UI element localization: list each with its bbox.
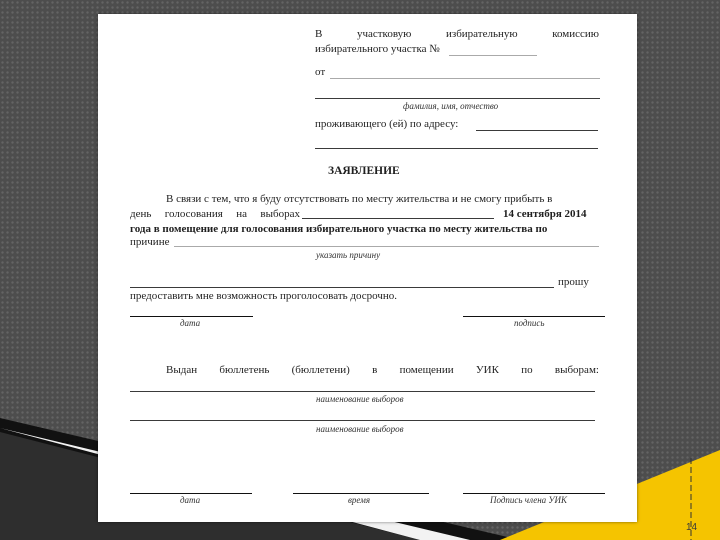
slide-number: 14: [686, 522, 698, 533]
signature-caption: подпись: [514, 318, 545, 328]
body-line-3: года в помещение для голосования избирательного участка по месту жительства по: [130, 223, 548, 235]
header-word: В: [315, 28, 323, 40]
issued-line: [166, 364, 599, 377]
header-line-1: [315, 28, 599, 41]
header-word: избирательную: [445, 28, 518, 40]
election-name-caption-2: наименование выборов: [316, 424, 404, 434]
from-line: [330, 78, 600, 79]
body-word: голосования: [164, 208, 223, 220]
election-name-line-2: [130, 420, 595, 421]
ask-word: прошу: [558, 276, 589, 288]
address-label: проживающего (ей) по адресу:: [315, 118, 459, 130]
body-line-4: причине: [130, 236, 170, 248]
election-date: 14 сентября 2014: [503, 208, 587, 220]
body-line-2: [130, 208, 300, 221]
reason-caption: указать причину: [316, 250, 381, 260]
body-line-6: предоставить мне возможность проголосовать досрочно.: [130, 290, 398, 302]
issued-word: по: [521, 364, 533, 376]
reason-line-2: [130, 287, 554, 288]
member-signature-caption: Подпись члена УИК: [490, 495, 567, 505]
body-word: выборах: [260, 208, 300, 220]
election-name-line-1: [130, 391, 595, 392]
body-line-1: В связи с тем, что я буду отсутствовать по месту жительства и не смогу прибыть в: [166, 193, 553, 205]
issued-word: Выдан: [166, 364, 198, 376]
from-label: от: [315, 66, 326, 78]
fio-caption: фамилия, имя, отчество: [403, 101, 499, 111]
issued-word: УИК: [475, 364, 499, 376]
body-word: на: [236, 208, 247, 220]
signature-line: [463, 316, 605, 317]
election-blank-line: [302, 218, 494, 219]
fio-line: [315, 98, 600, 99]
header-word: комиссию: [552, 28, 599, 40]
issued-word: в: [372, 364, 378, 376]
date-caption-2: дата: [180, 495, 201, 505]
header-word: участковую: [356, 28, 412, 40]
date-caption: дата: [180, 318, 201, 328]
issued-word: выборам:: [554, 364, 599, 376]
body-word: день: [130, 208, 152, 220]
issued-word: (бюллетени): [291, 364, 350, 376]
time-line: [293, 493, 429, 494]
application-form: [98, 14, 637, 522]
issued-word: бюллетень: [219, 364, 270, 376]
issued-word: помещении: [399, 364, 454, 376]
header-line-2: избирательного участка №: [315, 43, 440, 55]
address-line-1: [476, 130, 598, 131]
election-name-caption-1: наименование выборов: [316, 394, 404, 404]
reason-line: [174, 246, 599, 247]
date-line-2: [130, 493, 252, 494]
address-line-2: [315, 148, 598, 149]
time-caption: время: [348, 495, 371, 505]
member-signature-line: [463, 493, 605, 494]
precinct-number-line: [449, 55, 537, 56]
page-title: ЗАЯВЛЕНИЕ: [328, 165, 400, 177]
date-line: [130, 316, 253, 317]
